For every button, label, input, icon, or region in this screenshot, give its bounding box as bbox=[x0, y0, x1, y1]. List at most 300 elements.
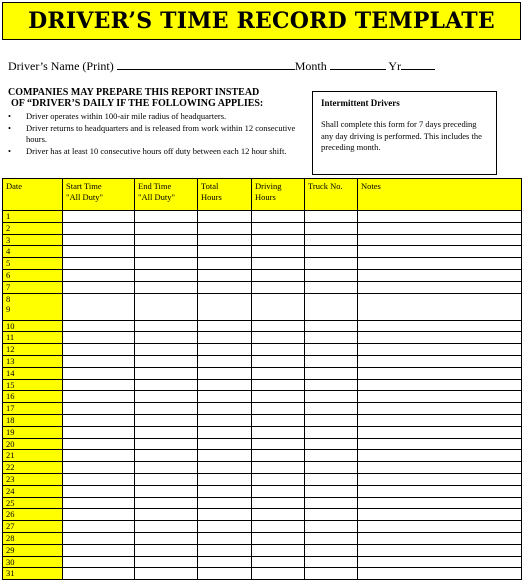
table-row bbox=[3, 293, 522, 320]
truck-no-cell[interactable] bbox=[305, 485, 358, 497]
day-number: 22 bbox=[6, 462, 15, 473]
day-number: 11 bbox=[6, 332, 15, 343]
total-hours-cell[interactable] bbox=[198, 281, 252, 293]
start-time-cell[interactable] bbox=[63, 367, 135, 379]
start-time-cell[interactable] bbox=[63, 258, 135, 270]
total-hours-cell[interactable] bbox=[198, 556, 252, 568]
end-time-cell[interactable] bbox=[135, 532, 198, 544]
total-hours-cell[interactable] bbox=[198, 246, 252, 258]
start-time-cell[interactable] bbox=[63, 450, 135, 462]
total-hours-cell[interactable] bbox=[198, 269, 252, 281]
truck-no-cell[interactable] bbox=[305, 211, 358, 223]
driving-hours-cell[interactable] bbox=[252, 414, 305, 426]
header-total-hours: Total Hours bbox=[198, 179, 252, 211]
notes-cell[interactable] bbox=[358, 332, 522, 344]
table-row bbox=[3, 246, 522, 258]
date-cell bbox=[3, 544, 63, 556]
driving-hours-cell[interactable] bbox=[252, 293, 305, 320]
total-hours-cell[interactable] bbox=[198, 544, 252, 556]
total-hours-cell[interactable] bbox=[198, 320, 252, 332]
table-row bbox=[3, 532, 522, 544]
end-time-cell[interactable] bbox=[135, 438, 198, 450]
date-cell bbox=[3, 281, 63, 293]
truck-no-cell[interactable] bbox=[305, 521, 358, 533]
header-notes: Notes bbox=[358, 179, 522, 211]
driving-hours-cell[interactable] bbox=[252, 211, 305, 223]
driving-hours-cell[interactable] bbox=[252, 391, 305, 403]
day-number: 19 bbox=[6, 426, 15, 437]
end-time-cell[interactable] bbox=[135, 281, 198, 293]
bullet-icon: • bbox=[8, 122, 11, 133]
date-cell bbox=[3, 532, 63, 544]
start-time-cell[interactable] bbox=[63, 281, 135, 293]
day-number: 5 bbox=[6, 258, 11, 269]
start-time-cell[interactable] bbox=[63, 344, 135, 356]
truck-no-cell[interactable] bbox=[305, 355, 358, 367]
notes-cell[interactable] bbox=[358, 532, 522, 544]
total-hours-cell[interactable] bbox=[198, 344, 252, 356]
notes-cell[interactable] bbox=[358, 438, 522, 450]
notes-cell[interactable] bbox=[358, 246, 522, 258]
driving-hours-cell[interactable] bbox=[252, 379, 305, 391]
start-time-cell[interactable] bbox=[63, 556, 135, 568]
total-hours-cell[interactable] bbox=[198, 222, 252, 234]
end-time-cell[interactable] bbox=[135, 332, 198, 344]
table-row bbox=[3, 222, 522, 234]
table-row bbox=[3, 403, 522, 415]
date-cell bbox=[3, 403, 63, 415]
end-time-cell[interactable] bbox=[135, 367, 198, 379]
truck-no-cell[interactable] bbox=[305, 379, 358, 391]
end-time-cell[interactable] bbox=[135, 450, 198, 462]
date-cell bbox=[3, 234, 63, 246]
notes-cell[interactable] bbox=[358, 391, 522, 403]
start-time-cell[interactable] bbox=[63, 485, 135, 497]
applies-section bbox=[8, 87, 298, 157]
notes-cell[interactable] bbox=[358, 258, 522, 270]
date-cell bbox=[3, 473, 63, 485]
start-time-cell[interactable] bbox=[63, 222, 135, 234]
table-row bbox=[3, 258, 522, 270]
start-time-cell[interactable] bbox=[63, 403, 135, 415]
total-hours-cell[interactable] bbox=[198, 414, 252, 426]
notes-cell[interactable] bbox=[358, 485, 522, 497]
date-cell bbox=[3, 293, 63, 320]
total-hours-cell[interactable] bbox=[198, 462, 252, 474]
driving-hours-cell[interactable] bbox=[252, 258, 305, 270]
start-time-cell[interactable] bbox=[63, 320, 135, 332]
day-number: 27 bbox=[6, 521, 15, 532]
end-time-cell[interactable] bbox=[135, 462, 198, 474]
total-hours-cell[interactable] bbox=[198, 426, 252, 438]
day-number: 12 bbox=[6, 344, 15, 355]
intermittent-drivers-box bbox=[312, 91, 497, 175]
start-time-cell[interactable] bbox=[63, 414, 135, 426]
notes-cell[interactable] bbox=[358, 450, 522, 462]
truck-no-cell[interactable] bbox=[305, 234, 358, 246]
day-number: 29 bbox=[6, 544, 15, 555]
table-row bbox=[3, 485, 522, 497]
date-cell bbox=[3, 521, 63, 533]
driver-info-line bbox=[8, 59, 435, 74]
total-hours-cell[interactable] bbox=[198, 403, 252, 415]
start-time-cell[interactable] bbox=[63, 509, 135, 521]
date-cell bbox=[3, 426, 63, 438]
day-number: 23 bbox=[6, 473, 15, 484]
truck-no-cell[interactable] bbox=[305, 544, 358, 556]
notes-cell[interactable] bbox=[358, 344, 522, 356]
driving-hours-cell[interactable] bbox=[252, 497, 305, 509]
day-number: 14 bbox=[6, 367, 15, 378]
notes-cell[interactable] bbox=[358, 379, 522, 391]
day-number: 31 bbox=[6, 568, 15, 579]
driver-name-field[interactable] bbox=[117, 59, 295, 70]
truck-no-cell[interactable] bbox=[305, 403, 358, 415]
applies-bullet: • Driver returns to headquarters and is released from work within 12 consecutive hours. bbox=[8, 122, 296, 144]
month-field[interactable] bbox=[330, 59, 386, 70]
year-field[interactable] bbox=[401, 59, 435, 70]
end-time-cell[interactable] bbox=[135, 320, 198, 332]
day-number: 17 bbox=[6, 403, 15, 414]
date-cell bbox=[3, 246, 63, 258]
total-hours-cell[interactable] bbox=[198, 509, 252, 521]
driving-hours-cell[interactable] bbox=[252, 485, 305, 497]
truck-no-cell[interactable] bbox=[305, 258, 358, 270]
header-truck-no: Truck No. bbox=[305, 179, 358, 211]
end-time-cell[interactable] bbox=[135, 344, 198, 356]
start-time-cell[interactable] bbox=[63, 532, 135, 544]
table-row bbox=[3, 269, 522, 281]
end-time-cell[interactable] bbox=[135, 269, 198, 281]
driving-hours-cell[interactable] bbox=[252, 403, 305, 415]
applies-heading-1: COMPANIES MAY PREPARE THIS REPORT INSTEAD bbox=[8, 87, 260, 98]
day-number: 10 bbox=[6, 320, 15, 331]
total-hours-cell[interactable] bbox=[198, 367, 252, 379]
end-time-cell[interactable] bbox=[135, 258, 198, 270]
driving-hours-cell[interactable] bbox=[252, 234, 305, 246]
applies-bullet: • Driver operates within 100-air mile radius of headquarters. bbox=[8, 111, 227, 121]
end-time-cell[interactable] bbox=[135, 426, 198, 438]
start-time-cell[interactable] bbox=[63, 211, 135, 223]
bullet-icon: • bbox=[8, 111, 11, 121]
notes-cell[interactable] bbox=[358, 509, 522, 521]
title-banner bbox=[2, 2, 521, 40]
table-row bbox=[3, 556, 522, 568]
driving-hours-cell[interactable] bbox=[252, 269, 305, 281]
table-row bbox=[3, 211, 522, 223]
day-number: 24 bbox=[6, 485, 15, 496]
driving-hours-cell[interactable] bbox=[252, 355, 305, 367]
driving-hours-cell[interactable] bbox=[252, 532, 305, 544]
notes-cell[interactable] bbox=[358, 367, 522, 379]
end-time-cell[interactable] bbox=[135, 497, 198, 509]
total-hours-cell[interactable] bbox=[198, 450, 252, 462]
end-time-cell[interactable] bbox=[135, 293, 198, 320]
truck-no-cell[interactable] bbox=[305, 293, 358, 320]
day-number: 26 bbox=[6, 509, 15, 520]
month-label: Month bbox=[294, 59, 327, 73]
day-number: 1 bbox=[6, 211, 11, 221]
start-time-cell[interactable] bbox=[63, 234, 135, 246]
table-row bbox=[3, 509, 522, 521]
start-time-cell[interactable] bbox=[63, 379, 135, 391]
table-row bbox=[3, 450, 522, 462]
total-hours-cell[interactable] bbox=[198, 532, 252, 544]
truck-no-cell[interactable] bbox=[305, 414, 358, 426]
applies-heading-2: OF “DRIVER’S DAILY IF THE FOLLOWING APPLIES: bbox=[11, 98, 264, 109]
day-number: 9 bbox=[6, 304, 11, 315]
notes-cell[interactable] bbox=[358, 497, 522, 509]
time-record-table bbox=[2, 178, 522, 580]
start-time-cell[interactable] bbox=[63, 462, 135, 474]
driver-name-label: Driver’s Name (Print) bbox=[8, 59, 114, 73]
driving-hours-cell[interactable] bbox=[252, 332, 305, 344]
notes-cell[interactable] bbox=[358, 544, 522, 556]
start-time-cell[interactable] bbox=[63, 332, 135, 344]
day-number: 3 bbox=[6, 234, 11, 245]
date-cell bbox=[3, 509, 63, 521]
start-time-cell[interactable] bbox=[63, 544, 135, 556]
notes-cell[interactable] bbox=[358, 281, 522, 293]
day-number: 21 bbox=[6, 450, 15, 461]
truck-no-cell[interactable] bbox=[305, 281, 358, 293]
total-hours-cell[interactable] bbox=[198, 438, 252, 450]
date-cell bbox=[3, 222, 63, 234]
notes-cell[interactable] bbox=[358, 556, 522, 568]
bullet-icon: • bbox=[8, 145, 11, 156]
driving-hours-cell[interactable] bbox=[252, 568, 305, 580]
date-cell bbox=[3, 332, 63, 344]
driving-hours-cell[interactable] bbox=[252, 438, 305, 450]
table-row bbox=[3, 320, 522, 332]
total-hours-cell[interactable] bbox=[198, 258, 252, 270]
header-start-time: Start Time "All Duty" bbox=[63, 179, 135, 211]
driving-hours-cell[interactable] bbox=[252, 509, 305, 521]
end-time-cell[interactable] bbox=[135, 485, 198, 497]
driving-hours-cell[interactable] bbox=[252, 556, 305, 568]
end-time-cell[interactable] bbox=[135, 556, 198, 568]
total-hours-cell[interactable] bbox=[198, 234, 252, 246]
notes-cell[interactable] bbox=[358, 355, 522, 367]
table-row bbox=[3, 544, 522, 556]
notes-cell[interactable] bbox=[358, 426, 522, 438]
end-time-cell[interactable] bbox=[135, 379, 198, 391]
start-time-cell[interactable] bbox=[63, 521, 135, 533]
truck-no-cell[interactable] bbox=[305, 269, 358, 281]
applies-list bbox=[8, 111, 298, 157]
table-row bbox=[3, 344, 522, 356]
notes-cell[interactable] bbox=[358, 269, 522, 281]
end-time-cell[interactable] bbox=[135, 568, 198, 580]
truck-no-cell[interactable] bbox=[305, 246, 358, 258]
end-time-cell[interactable] bbox=[135, 403, 198, 415]
driving-hours-cell[interactable] bbox=[252, 367, 305, 379]
date-cell bbox=[3, 379, 63, 391]
table-header-row bbox=[3, 179, 522, 211]
notes-cell[interactable] bbox=[358, 234, 522, 246]
date-cell bbox=[3, 211, 63, 223]
notes-cell[interactable] bbox=[358, 462, 522, 474]
driving-hours-cell[interactable] bbox=[252, 450, 305, 462]
truck-no-cell[interactable] bbox=[305, 426, 358, 438]
notes-cell[interactable] bbox=[358, 222, 522, 234]
truck-no-cell[interactable] bbox=[305, 344, 358, 356]
end-time-cell[interactable] bbox=[135, 473, 198, 485]
page-title: DRIVER’S TIME RECORD TEMPLATE bbox=[28, 8, 495, 34]
truck-no-cell[interactable] bbox=[305, 497, 358, 509]
table-row bbox=[3, 462, 522, 474]
end-time-cell[interactable] bbox=[135, 246, 198, 258]
total-hours-cell[interactable] bbox=[198, 293, 252, 320]
start-time-cell[interactable] bbox=[63, 473, 135, 485]
end-time-cell[interactable] bbox=[135, 414, 198, 426]
day-number: 18 bbox=[6, 414, 15, 425]
notes-cell[interactable] bbox=[358, 293, 522, 320]
date-cell bbox=[3, 485, 63, 497]
notes-cell[interactable] bbox=[358, 568, 522, 580]
start-time-cell[interactable] bbox=[63, 497, 135, 509]
end-time-cell[interactable] bbox=[135, 211, 198, 223]
truck-no-cell[interactable] bbox=[305, 332, 358, 344]
start-time-cell[interactable] bbox=[63, 355, 135, 367]
date-cell bbox=[3, 367, 63, 379]
start-time-cell[interactable] bbox=[63, 438, 135, 450]
day-number: 30 bbox=[6, 556, 15, 567]
truck-no-cell[interactable] bbox=[305, 222, 358, 234]
date-cell bbox=[3, 438, 63, 450]
date-cell bbox=[3, 344, 63, 356]
date-cell bbox=[3, 497, 63, 509]
driving-hours-cell[interactable] bbox=[252, 462, 305, 474]
table-row bbox=[3, 234, 522, 246]
date-cell bbox=[3, 320, 63, 332]
end-time-cell[interactable] bbox=[135, 234, 198, 246]
table-row bbox=[3, 355, 522, 367]
total-hours-cell[interactable] bbox=[198, 521, 252, 533]
notes-cell[interactable] bbox=[358, 211, 522, 223]
start-time-cell[interactable] bbox=[63, 568, 135, 580]
intermittent-title: Intermittent Drivers bbox=[321, 98, 400, 108]
date-cell bbox=[3, 568, 63, 580]
date-cell bbox=[3, 258, 63, 270]
truck-no-cell[interactable] bbox=[305, 462, 358, 474]
total-hours-cell[interactable] bbox=[198, 332, 252, 344]
truck-no-cell[interactable] bbox=[305, 473, 358, 485]
start-time-cell[interactable] bbox=[63, 269, 135, 281]
end-time-cell[interactable] bbox=[135, 544, 198, 556]
applies-bullet: • Driver has at least 10 consecutive hours off duty between each 12 hour shift. bbox=[8, 145, 287, 156]
driving-hours-cell[interactable] bbox=[252, 344, 305, 356]
table-row bbox=[3, 367, 522, 379]
day-number: 25 bbox=[6, 497, 15, 508]
day-number: 15 bbox=[6, 379, 15, 390]
truck-no-cell[interactable] bbox=[305, 532, 358, 544]
total-hours-cell[interactable] bbox=[198, 379, 252, 391]
table-row bbox=[3, 281, 522, 293]
total-hours-cell[interactable] bbox=[198, 568, 252, 580]
total-hours-cell[interactable] bbox=[198, 391, 252, 403]
table-row bbox=[3, 414, 522, 426]
end-time-cell[interactable] bbox=[135, 391, 198, 403]
truck-no-cell[interactable] bbox=[305, 568, 358, 580]
table-row bbox=[3, 568, 522, 580]
day-number: 8 bbox=[6, 293, 11, 304]
date-cell bbox=[3, 355, 63, 367]
start-time-cell[interactable] bbox=[63, 391, 135, 403]
date-cell bbox=[3, 269, 63, 281]
header-driving-hours: Driving Hours bbox=[252, 179, 305, 211]
day-number: 20 bbox=[6, 438, 15, 449]
end-time-cell[interactable] bbox=[135, 355, 198, 367]
truck-no-cell[interactable] bbox=[305, 367, 358, 379]
header-date: Date bbox=[3, 179, 63, 211]
truck-no-cell[interactable] bbox=[305, 509, 358, 521]
date-cell bbox=[3, 450, 63, 462]
date-cell bbox=[3, 462, 63, 474]
table-row bbox=[3, 379, 522, 391]
truck-no-cell[interactable] bbox=[305, 391, 358, 403]
truck-no-cell[interactable] bbox=[305, 450, 358, 462]
notes-cell[interactable] bbox=[358, 320, 522, 332]
table-row bbox=[3, 438, 522, 450]
intermittent-text: Shall complete this form for 7 days preceding any day driving is performed. This includes the preceding month. bbox=[321, 119, 482, 152]
driving-hours-cell[interactable] bbox=[252, 521, 305, 533]
total-hours-cell[interactable] bbox=[198, 485, 252, 497]
day-number: 13 bbox=[6, 355, 15, 366]
start-time-cell[interactable] bbox=[63, 426, 135, 438]
total-hours-cell[interactable] bbox=[198, 211, 252, 223]
driving-hours-cell[interactable] bbox=[252, 320, 305, 332]
total-hours-cell[interactable] bbox=[198, 497, 252, 509]
table-row bbox=[3, 426, 522, 438]
table-row bbox=[3, 391, 522, 403]
notes-cell[interactable] bbox=[358, 473, 522, 485]
total-hours-cell[interactable] bbox=[198, 473, 252, 485]
truck-no-cell[interactable] bbox=[305, 320, 358, 332]
end-time-cell[interactable] bbox=[135, 509, 198, 521]
driving-hours-cell[interactable] bbox=[252, 246, 305, 258]
end-time-cell[interactable] bbox=[135, 222, 198, 234]
year-label: Yr bbox=[388, 59, 401, 73]
end-time-cell[interactable] bbox=[135, 521, 198, 533]
day-number: 4 bbox=[6, 246, 11, 257]
table-row bbox=[3, 497, 522, 509]
start-time-cell[interactable] bbox=[63, 246, 135, 258]
notes-cell[interactable] bbox=[358, 521, 522, 533]
day-number: 2 bbox=[6, 222, 11, 233]
truck-no-cell[interactable] bbox=[305, 556, 358, 568]
driving-hours-cell[interactable] bbox=[252, 544, 305, 556]
truck-no-cell[interactable] bbox=[305, 438, 358, 450]
notes-cell[interactable] bbox=[358, 403, 522, 415]
driving-hours-cell[interactable] bbox=[252, 426, 305, 438]
table-row bbox=[3, 521, 522, 533]
date-cell bbox=[3, 414, 63, 426]
day-number: 16 bbox=[6, 391, 15, 402]
driving-hours-cell[interactable] bbox=[252, 473, 305, 485]
table-row bbox=[3, 332, 522, 344]
driving-hours-cell[interactable] bbox=[252, 281, 305, 293]
date-cell bbox=[3, 556, 63, 568]
start-time-cell[interactable] bbox=[63, 293, 135, 320]
total-hours-cell[interactable] bbox=[198, 355, 252, 367]
date-cell bbox=[3, 391, 63, 403]
driving-hours-cell[interactable] bbox=[252, 222, 305, 234]
notes-cell[interactable] bbox=[358, 414, 522, 426]
day-number: 6 bbox=[6, 269, 11, 280]
day-number: 28 bbox=[6, 532, 15, 543]
header-end-time: End Time "All Duty" bbox=[135, 179, 198, 211]
